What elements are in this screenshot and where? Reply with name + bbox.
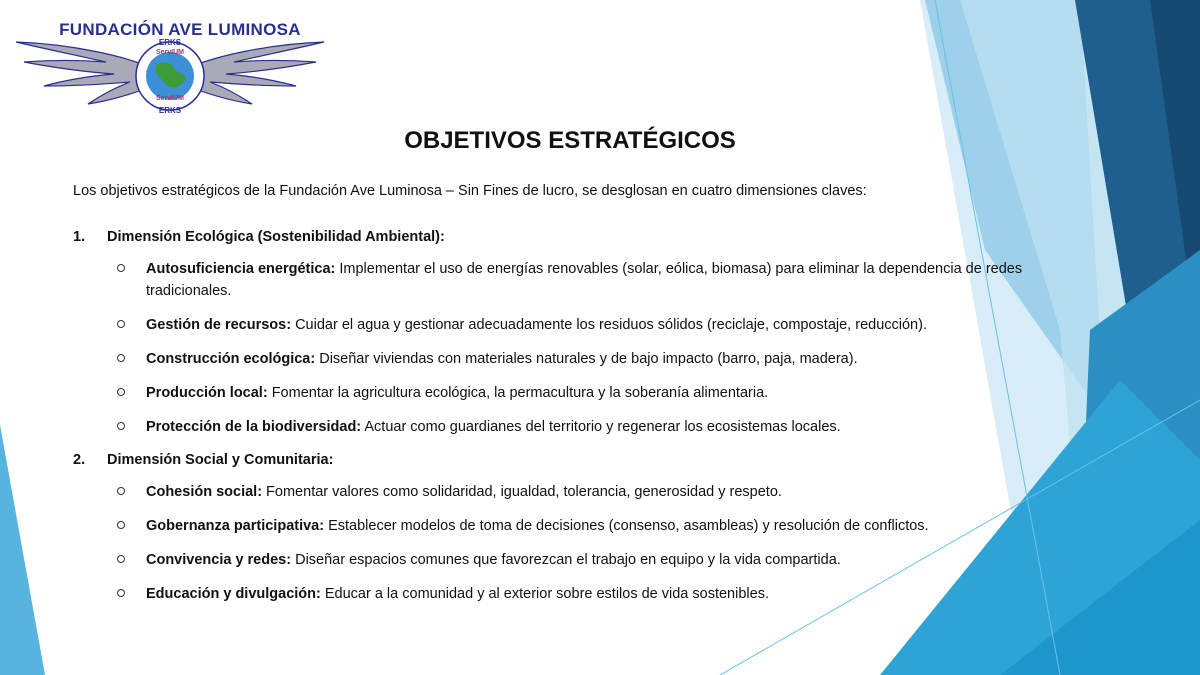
item-term: Gestión de recursos: (146, 317, 292, 333)
item-term: Autosuficiencia energética: (146, 261, 336, 277)
foundation-logo (10, 16, 330, 120)
dimension-title: Dimensión Ecológica (Sostenibilidad Ambiental): (107, 229, 445, 245)
bullet-circle-icon (117, 521, 125, 529)
item-text: Fomentar la agricultura ecológica, la permacultura y la soberanía alimentaria. (267, 385, 769, 401)
bg-shape-left (0, 425, 45, 675)
list-item (73, 348, 1061, 370)
item-term: Educación y divulgación: (146, 586, 321, 602)
item-term: Cohesión social: (146, 484, 263, 500)
bullet-circle-icon (117, 487, 125, 495)
list-item (73, 314, 1061, 336)
list-item (73, 481, 1061, 503)
item-term: Convivencia y redes: (146, 552, 292, 568)
item-text: Implementar el uso de energías renovables (solar, eólica, biomasa) para eliminar la dependencia de redes tradicionales. (146, 261, 1023, 299)
item-text: Fomentar valores como solidaridad, igualdad, tolerancia, generosidad y respeto. (262, 484, 782, 500)
dimension-heading (73, 452, 1073, 469)
bullet-circle-icon (117, 264, 125, 272)
dimension-number: 1. (73, 229, 86, 245)
item-term: Gobernanza participativa: (146, 518, 325, 534)
list-item (73, 515, 1061, 537)
logo-ring-inner-bottom: ServIUM (155, 95, 184, 102)
list-item (73, 549, 1061, 571)
logo-title: FUNDACIÓN AVE LUMINOSA (59, 20, 301, 39)
logo-ring-inner-top: ServIUM (155, 49, 184, 56)
bullet-list (73, 258, 1073, 438)
bullet-circle-icon (117, 388, 125, 396)
intro-paragraph: Los objetivos estratégicos de la Fundación Ave Luminosa – Sin Fines de lucro, se desglosan en cuatro dimensiones claves: (73, 183, 867, 199)
dimension-heading (73, 229, 1073, 246)
item-term: Construcción ecológica: (146, 351, 316, 367)
bullet-circle-icon (117, 555, 125, 563)
dimension-social (73, 452, 1073, 605)
dimensions-list (73, 229, 1073, 605)
item-text: Educar a la comunidad y al exterior sobre estilos de vida sostenibles. (320, 586, 769, 602)
bullet-circle-icon (117, 354, 125, 362)
item-text: Establecer modelos de toma de decisiones (consenso, asambleas) y resolución de conflictos. (324, 518, 929, 534)
item-text: Diseñar espacios comunes que favorezcan el trabajo en equipo y la vida compartida. (291, 552, 841, 568)
list-item (73, 258, 1061, 302)
item-text: Actuar como guardianes del territorio y regenerar los ecosistemas locales. (361, 419, 841, 435)
logo-ring-bottom: ERKS (158, 106, 182, 115)
logo-ring-top: ERKS (158, 38, 182, 47)
list-item (73, 583, 1061, 605)
bullet-list (73, 481, 1073, 605)
item-text: Cuidar el agua y gestionar adecuadamente los residuos sólidos (reciclaje, compostaje, reducción). (291, 317, 927, 333)
bullet-circle-icon (117, 422, 125, 430)
item-term: Protección de la biodiversidad: (146, 419, 362, 435)
list-item (73, 416, 1061, 438)
dimension-title: Dimensión Social y Comunitaria: (107, 452, 334, 468)
dimension-ecologica (73, 229, 1073, 438)
bullet-circle-icon (117, 320, 125, 328)
bullet-circle-icon (117, 589, 125, 597)
list-item (73, 382, 1061, 404)
dimension-number: 2. (73, 452, 86, 468)
item-term: Producción local: (146, 385, 268, 401)
item-text: Diseñar viviendas con materiales naturales y de bajo impacto (barro, paja, madera). (315, 351, 858, 367)
slide-title: OBJETIVOS ESTRATÉGICOS (404, 127, 736, 154)
